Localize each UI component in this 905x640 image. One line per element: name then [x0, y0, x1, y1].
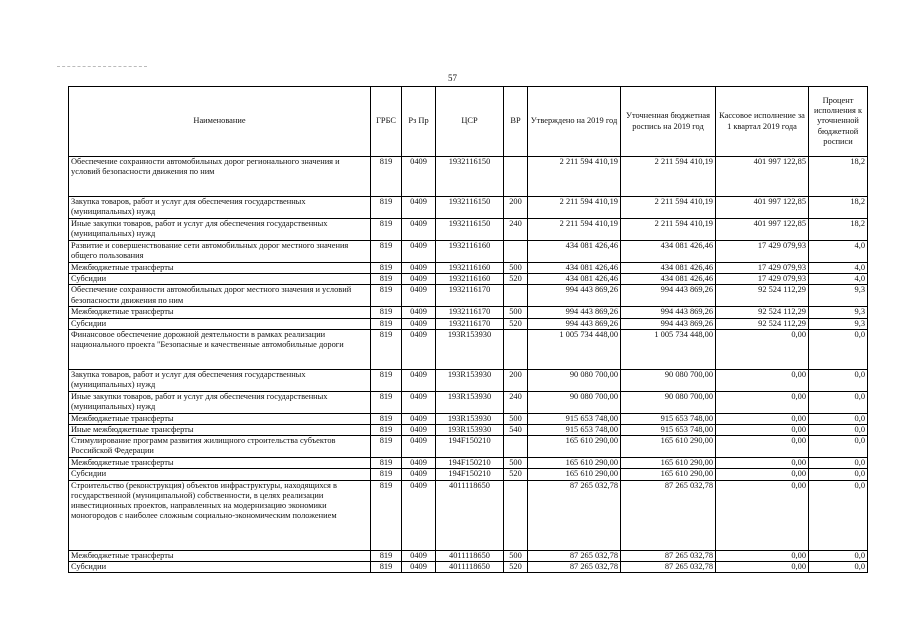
cell-csr: 1932116170 [436, 307, 504, 318]
cell-percent: 18,2 [809, 219, 868, 241]
cell-refined: 90 080 700,00 [621, 391, 716, 413]
table-row [69, 274, 868, 285]
cell-csr: 193R153930 [436, 329, 504, 369]
cell-name: Субсидии [69, 469, 371, 480]
table-row [69, 285, 868, 307]
cell-refined: 87 265 032,78 [621, 550, 716, 561]
cell-approved: 87 265 032,78 [528, 561, 621, 572]
cell-refined: 2 211 594 410,19 [621, 219, 716, 241]
cell-grbs: 819 [371, 318, 402, 329]
cell-name: Субсидии [69, 318, 371, 329]
table-row [69, 157, 868, 197]
header-cash: Кассовое исполнение за 1 квартал 2019 года [716, 87, 809, 157]
cell-csr: 1932116160 [436, 241, 504, 263]
cell-vr: 240 [504, 219, 528, 241]
cell-percent: 0,0 [809, 480, 868, 550]
header-rzpr: Рз Пр [402, 87, 436, 157]
cell-csr: 1932116150 [436, 197, 504, 219]
cell-grbs: 819 [371, 469, 402, 480]
cell-name: Межбюджетные трансферты [69, 550, 371, 561]
cell-cash: 0,00 [716, 550, 809, 561]
cell-rzpr: 0409 [402, 369, 436, 391]
cell-vr [504, 329, 528, 369]
page-number: 57 [448, 73, 457, 83]
cell-rzpr: 0409 [402, 241, 436, 263]
cell-name: Стимулирование программ развития жилищного строительства субъектов Российской Федерации [69, 436, 371, 458]
cell-approved: 434 081 426,46 [528, 241, 621, 263]
cell-name: Межбюджетные трансферты [69, 413, 371, 424]
cell-vr: 520 [504, 274, 528, 285]
cell-rzpr: 0409 [402, 318, 436, 329]
cell-cash: 0,00 [716, 436, 809, 458]
cell-grbs: 819 [371, 436, 402, 458]
cell-grbs: 819 [371, 274, 402, 285]
table-row [69, 219, 868, 241]
header-csr: ЦСР [436, 87, 504, 157]
cell-grbs: 819 [371, 329, 402, 369]
cell-approved: 90 080 700,00 [528, 391, 621, 413]
cell-cash: 0,00 [716, 480, 809, 550]
cell-csr: 4011118650 [436, 561, 504, 572]
cell-refined: 434 081 426,46 [621, 241, 716, 263]
cell-grbs: 819 [371, 561, 402, 572]
cell-approved: 2 211 594 410,19 [528, 197, 621, 219]
cell-rzpr: 0409 [402, 436, 436, 458]
cell-grbs: 819 [371, 307, 402, 318]
table-row [69, 550, 868, 561]
cell-rzpr: 0409 [402, 197, 436, 219]
cell-csr: 1932116170 [436, 285, 504, 307]
cell-refined: 2 211 594 410,19 [621, 157, 716, 197]
cell-approved: 1 005 734 448,00 [528, 329, 621, 369]
cell-name: Иные закупки товаров, работ и услуг для обеспечения государственных (муниципальных) нужд [69, 219, 371, 241]
cell-rzpr: 0409 [402, 425, 436, 436]
cell-vr: 500 [504, 413, 528, 424]
cell-grbs: 819 [371, 480, 402, 550]
cell-rzpr: 0409 [402, 307, 436, 318]
cell-refined: 994 443 869,26 [621, 318, 716, 329]
cell-grbs: 819 [371, 241, 402, 263]
cell-percent: 0,0 [809, 469, 868, 480]
header-approved: Утверждено на 2019 год [528, 87, 621, 157]
cell-name: Закупка товаров, работ и услуг для обеспечения государственных (муниципальных) нужд [69, 369, 371, 391]
cell-grbs: 819 [371, 425, 402, 436]
cell-csr: 194F150210 [436, 469, 504, 480]
cell-name: Строительство (реконструкция) объектов инфраструктуры, находящихся в государственной (муниципальной) собственности, в целях реализации инвестиционных проектов, направленных на модернизацию экономики моногородов с наиболее сложным социально-экономическим положением [69, 480, 371, 550]
cell-approved: 2 211 594 410,19 [528, 157, 621, 197]
cell-vr: 240 [504, 391, 528, 413]
cell-name: Субсидии [69, 561, 371, 572]
cell-name: Межбюджетные трансферты [69, 263, 371, 274]
cell-rzpr: 0409 [402, 219, 436, 241]
cell-refined: 994 443 869,26 [621, 285, 716, 307]
cell-vr [504, 285, 528, 307]
cell-grbs: 819 [371, 458, 402, 469]
table-row [69, 241, 868, 263]
cell-cash: 401 997 122,85 [716, 157, 809, 197]
cell-name: Иные закупки товаров, работ и услуг для обеспечения государственных (муниципальных) нужд [69, 391, 371, 413]
table-header-row [69, 87, 868, 157]
table-row [69, 425, 868, 436]
header-refined: Уточненная бюджетная роспись на 2019 год [621, 87, 716, 157]
cell-rzpr: 0409 [402, 391, 436, 413]
cell-rzpr: 0409 [402, 413, 436, 424]
cell-refined: 1 005 734 448,00 [621, 329, 716, 369]
table-row [69, 391, 868, 413]
cell-name: Межбюджетные трансферты [69, 307, 371, 318]
cell-rzpr: 0409 [402, 157, 436, 197]
table-row [69, 263, 868, 274]
cell-refined: 165 610 290,00 [621, 469, 716, 480]
cell-cash: 0,00 [716, 469, 809, 480]
cell-cash: 17 429 079,93 [716, 274, 809, 285]
cell-cash: 0,00 [716, 413, 809, 424]
header-vr: ВР [504, 87, 528, 157]
cell-refined: 2 211 594 410,19 [621, 197, 716, 219]
cell-rzpr: 0409 [402, 329, 436, 369]
cell-grbs: 819 [371, 219, 402, 241]
cell-name: Субсидии [69, 274, 371, 285]
cell-percent: 18,2 [809, 197, 868, 219]
cell-approved: 87 265 032,78 [528, 480, 621, 550]
cell-percent: 4,0 [809, 274, 868, 285]
cell-refined: 434 081 426,46 [621, 263, 716, 274]
cell-vr [504, 480, 528, 550]
cell-vr: 500 [504, 263, 528, 274]
cell-approved: 915 653 748,00 [528, 425, 621, 436]
cell-vr: 200 [504, 369, 528, 391]
scan-artifact-line [57, 66, 147, 67]
table-row [69, 413, 868, 424]
table-row [69, 318, 868, 329]
cell-rzpr: 0409 [402, 550, 436, 561]
cell-percent: 0,0 [809, 391, 868, 413]
cell-approved: 165 610 290,00 [528, 458, 621, 469]
table-row [69, 469, 868, 480]
cell-grbs: 819 [371, 413, 402, 424]
table-row [69, 369, 868, 391]
cell-percent: 0,0 [809, 425, 868, 436]
cell-approved: 2 211 594 410,19 [528, 219, 621, 241]
cell-csr: 193R153930 [436, 369, 504, 391]
table-row [69, 458, 868, 469]
cell-vr [504, 157, 528, 197]
cell-csr: 1932116160 [436, 274, 504, 285]
cell-csr: 1932116160 [436, 263, 504, 274]
cell-csr: 193R153930 [436, 391, 504, 413]
cell-name: Закупка товаров, работ и услуг для обеспечения государственных (муниципальных) нужд [69, 197, 371, 219]
cell-rzpr: 0409 [402, 274, 436, 285]
cell-cash: 0,00 [716, 425, 809, 436]
table-row [69, 329, 868, 369]
cell-cash: 92 524 112,29 [716, 318, 809, 329]
cell-percent: 0,0 [809, 561, 868, 572]
budget-table [68, 86, 868, 573]
cell-vr: 540 [504, 425, 528, 436]
cell-refined: 87 265 032,78 [621, 480, 716, 550]
cell-vr: 200 [504, 197, 528, 219]
cell-approved: 165 610 290,00 [528, 469, 621, 480]
cell-name: Обеспечение сохранности автомобильных дорог местного значения и условий безопасности движения по ним [69, 285, 371, 307]
cell-percent: 4,0 [809, 241, 868, 263]
table-body [69, 157, 868, 573]
cell-csr: 193R153930 [436, 413, 504, 424]
cell-percent: 18,2 [809, 157, 868, 197]
cell-approved: 994 443 869,26 [528, 318, 621, 329]
cell-csr: 4011118650 [436, 550, 504, 561]
cell-rzpr: 0409 [402, 480, 436, 550]
cell-cash: 92 524 112,29 [716, 307, 809, 318]
cell-rzpr: 0409 [402, 469, 436, 480]
cell-vr [504, 436, 528, 458]
cell-cash: 401 997 122,85 [716, 219, 809, 241]
cell-vr: 500 [504, 307, 528, 318]
cell-approved: 434 081 426,46 [528, 274, 621, 285]
cell-percent: 0,0 [809, 436, 868, 458]
cell-approved: 90 080 700,00 [528, 369, 621, 391]
header-name: Наименование [69, 87, 371, 157]
table-row [69, 561, 868, 572]
cell-cash: 0,00 [716, 458, 809, 469]
table-row [69, 307, 868, 318]
cell-cash: 17 429 079,93 [716, 263, 809, 274]
cell-approved: 994 443 869,26 [528, 307, 621, 318]
cell-approved: 87 265 032,78 [528, 550, 621, 561]
cell-percent: 9,3 [809, 318, 868, 329]
cell-vr [504, 241, 528, 263]
cell-cash: 17 429 079,93 [716, 241, 809, 263]
cell-cash: 0,00 [716, 369, 809, 391]
cell-vr: 500 [504, 550, 528, 561]
cell-approved: 915 653 748,00 [528, 413, 621, 424]
cell-csr: 1932116150 [436, 219, 504, 241]
cell-cash: 401 997 122,85 [716, 197, 809, 219]
cell-grbs: 819 [371, 285, 402, 307]
table-row [69, 197, 868, 219]
cell-percent: 9,3 [809, 307, 868, 318]
cell-name: Финансовое обеспечение дорожной деятельности в рамках реализации национального проекта "Безопасные и качественные автомобильные дороги [69, 329, 371, 369]
cell-percent: 0,0 [809, 329, 868, 369]
cell-grbs: 819 [371, 197, 402, 219]
cell-grbs: 819 [371, 263, 402, 274]
cell-refined: 165 610 290,00 [621, 436, 716, 458]
cell-refined: 994 443 869,26 [621, 307, 716, 318]
cell-csr: 194F150210 [436, 436, 504, 458]
cell-approved: 165 610 290,00 [528, 436, 621, 458]
table-row [69, 436, 868, 458]
cell-percent: 4,0 [809, 263, 868, 274]
cell-name: Межбюджетные трансферты [69, 458, 371, 469]
cell-grbs: 819 [371, 391, 402, 413]
cell-cash: 0,00 [716, 391, 809, 413]
cell-grbs: 819 [371, 369, 402, 391]
cell-refined: 90 080 700,00 [621, 369, 716, 391]
cell-vr: 520 [504, 469, 528, 480]
cell-approved: 434 081 426,46 [528, 263, 621, 274]
cell-refined: 915 653 748,00 [621, 413, 716, 424]
cell-grbs: 819 [371, 550, 402, 561]
cell-name: Обеспечение сохранности автомобильных дорог регионального значения и условий безопасности движения по ним [69, 157, 371, 197]
cell-percent: 0,0 [809, 413, 868, 424]
cell-rzpr: 0409 [402, 458, 436, 469]
cell-cash: 92 524 112,29 [716, 285, 809, 307]
cell-csr: 193R153930 [436, 425, 504, 436]
cell-csr: 194F150210 [436, 458, 504, 469]
header-percent: Процент исполнения к уточненной бюджетной росписи [809, 87, 868, 157]
cell-cash: 0,00 [716, 329, 809, 369]
cell-rzpr: 0409 [402, 285, 436, 307]
cell-vr: 500 [504, 458, 528, 469]
cell-rzpr: 0409 [402, 263, 436, 274]
cell-name: Иные межбюджетные трансферты [69, 425, 371, 436]
cell-percent: 0,0 [809, 369, 868, 391]
cell-grbs: 819 [371, 157, 402, 197]
cell-vr: 520 [504, 561, 528, 572]
header-grbs: ГРБС [371, 87, 402, 157]
cell-csr: 4011118650 [436, 480, 504, 550]
cell-percent: 0,0 [809, 458, 868, 469]
cell-percent: 9,3 [809, 285, 868, 307]
cell-vr: 520 [504, 318, 528, 329]
cell-name: Развитие и совершенствование сети автомобильных дорог местного значения общего пользования [69, 241, 371, 263]
table-row [69, 480, 868, 550]
cell-refined: 87 265 032,78 [621, 561, 716, 572]
cell-csr: 1932116150 [436, 157, 504, 197]
cell-approved: 994 443 869,26 [528, 285, 621, 307]
cell-refined: 434 081 426,46 [621, 274, 716, 285]
cell-csr: 1932116170 [436, 318, 504, 329]
cell-refined: 915 653 748,00 [621, 425, 716, 436]
cell-percent: 0,0 [809, 550, 868, 561]
cell-refined: 165 610 290,00 [621, 458, 716, 469]
cell-cash: 0,00 [716, 561, 809, 572]
cell-rzpr: 0409 [402, 561, 436, 572]
